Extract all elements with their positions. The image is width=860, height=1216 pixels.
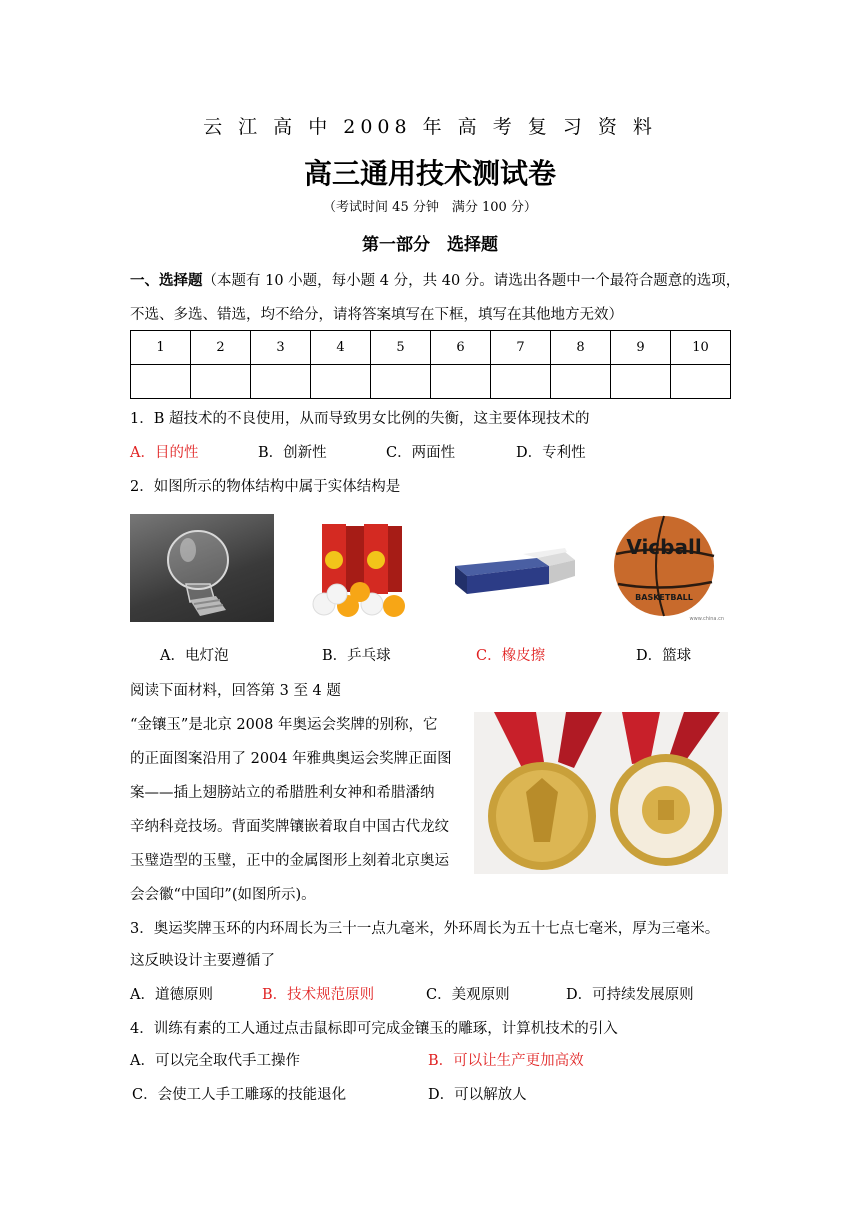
reading-line: 的正面图案沿用了 2004 年雅典奥运会奖牌正面图	[130, 751, 452, 767]
answer-cell[interactable]	[491, 365, 551, 399]
answer-number: 7	[491, 331, 551, 365]
answer-table	[130, 330, 731, 399]
reading-line: 辛纳科竞技场。背面奖牌镶嵌着取自中国古代龙纹	[130, 819, 449, 835]
exam-info: （考试时间 45 分钟 满分 100 分）	[323, 200, 537, 215]
answer-number: 9	[611, 331, 671, 365]
answer-number: 6	[431, 331, 491, 365]
q4-option-b: B．可以让生产更加高效	[428, 1053, 584, 1069]
section-intro-line-2: 不选、多选、错选，均不给分，请将答案填写在下框，填写在其他地方无效）	[130, 307, 623, 323]
q3-option-d: D．可持续发展原则	[566, 987, 694, 1003]
q3-option-c: C．美观原则	[426, 987, 510, 1003]
page-title: 高三通用技术测试卷	[303, 157, 556, 190]
section-heading: 一、选择题	[130, 272, 203, 289]
olympic-medal-photo	[474, 712, 728, 874]
q4-option-c: C．会使工人手工雕琢的技能退化	[132, 1087, 347, 1103]
q1-option-b: B．创新性	[258, 445, 327, 461]
answer-cell[interactable]	[551, 365, 611, 399]
eraser-photo	[445, 514, 585, 622]
q3-stem-line-2: 这反映设计主要遵循了	[130, 953, 275, 969]
q2-option-c: C．橡皮擦	[476, 648, 546, 664]
answer-cell[interactable]	[251, 365, 311, 399]
q3-stem-line-1: 3．奥运奖牌玉环的内环周长为三十一点九毫米，外环周长为五十七点七毫米，厚为三毫米。	[130, 921, 720, 937]
answer-number: 2	[191, 331, 251, 365]
q3-option-a: A．道德原则	[130, 987, 213, 1003]
q4-stem: 4．训练有素的工人通过点击鼠标即可完成金镶玉的雕琢，计算机技术的引入	[130, 1021, 618, 1037]
q4-option-a: A．可以完全取代手工操作	[130, 1053, 300, 1069]
q4-option-d: D．可以解放人	[428, 1087, 527, 1103]
light-bulb-photo	[130, 514, 274, 622]
reading-line: “金镶玉”是北京 2008 年奥运会奖牌的别称，它	[130, 717, 438, 733]
answer-cell[interactable]	[671, 365, 731, 399]
basketball-watermark: www.china.cn	[689, 616, 724, 622]
q2-option-a: A．电灯泡	[160, 648, 229, 664]
answer-number: 10	[671, 331, 731, 365]
answer-number: 5	[371, 331, 431, 365]
reading-lead: 阅读下面材料，回答第 3 至 4 题	[130, 683, 341, 699]
q1-option-d: D．专利性	[516, 445, 586, 461]
basketball-label: BASKETBALL	[635, 593, 693, 602]
section-intro-line-1	[130, 269, 740, 290]
answer-cell[interactable]	[611, 365, 671, 399]
q1-stem: 1．B 超技术的不良使用，从而导致男女比例的失衡，这主要体现技术的	[130, 411, 590, 427]
answer-number: 4	[311, 331, 371, 365]
reading-line: 案——插上翅膀站立的希腊胜利女神和希腊潘纳	[130, 785, 435, 801]
answer-number: 8	[551, 331, 611, 365]
school-header: 云 江 高 中 2008 年 高 考 复 习 资 料	[203, 116, 657, 138]
reading-line: 会会徽“中国印”(如图所示)。	[130, 887, 316, 903]
q2-option-b: B．乒乓球	[322, 648, 391, 664]
q1-option-c: C．两面性	[386, 445, 456, 461]
ping-pong-balls-photo	[292, 514, 423, 622]
basketball-brand-logo: Vicball	[626, 535, 702, 559]
answer-table-blank-row	[131, 365, 731, 399]
answer-cell[interactable]	[371, 365, 431, 399]
q1-option-a: A．目的性	[130, 445, 199, 461]
answer-number: 1	[131, 331, 191, 365]
answer-table-header-row	[131, 331, 731, 365]
answer-cell[interactable]	[131, 365, 191, 399]
answer-number: 3	[251, 331, 311, 365]
q3-option-b: B．技术规范原则	[262, 987, 375, 1003]
section-intro-text: （本题有 10 小题，每小题 4 分，共 40 分。请选出各题中一个最符合题意的选项，	[202, 273, 741, 289]
answer-cell[interactable]	[191, 365, 251, 399]
part-heading: 第一部分 选择题	[362, 235, 498, 255]
q2-stem: 2．如图所示的物体结构中属于实体结构是	[130, 479, 401, 495]
q2-option-d: D．篮球	[636, 648, 692, 664]
answer-cell[interactable]	[431, 365, 491, 399]
answer-cell[interactable]	[311, 365, 371, 399]
basketball-photo	[606, 514, 728, 622]
reading-line: 玉璧造型的玉璧，正中的金属图形上刻着北京奥运	[130, 853, 449, 869]
